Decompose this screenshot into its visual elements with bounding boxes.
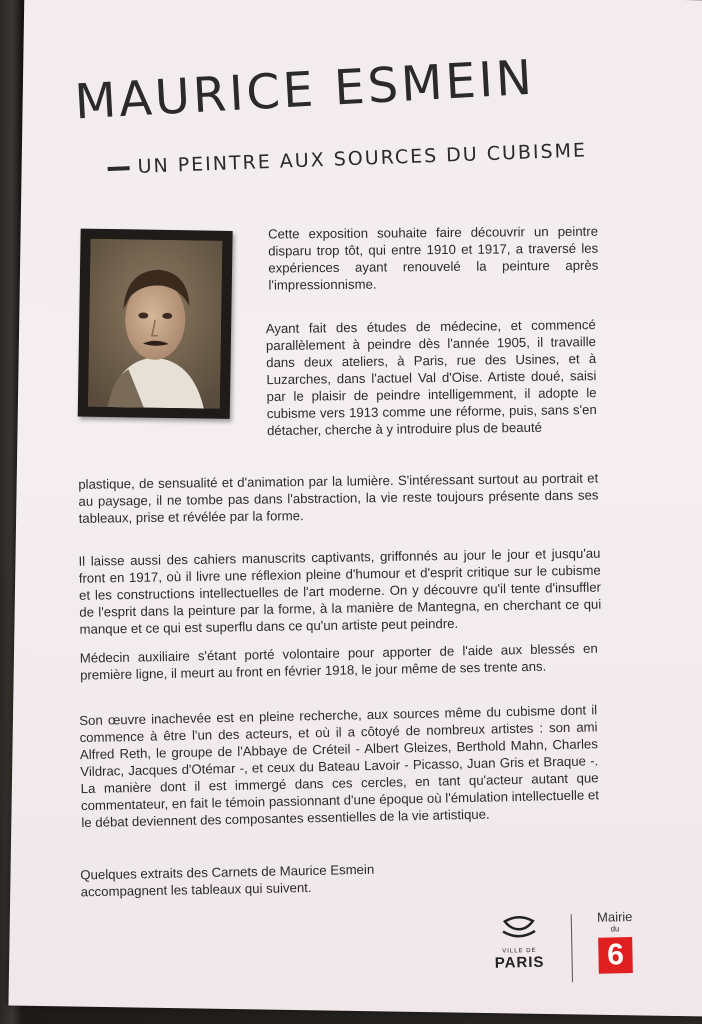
paragraph-legacy: Son œuvre inachevée est en pleine recherche, aux sources même du cubisme dont il commence à être l'un des acteurs, et où il a côtoyé de nombreux artistes : son ami Alfred Reth, le groupe de l'Abbaye de Créteil - Albert Gleizes, Berthold Mahn, Charles Vildrac, Jacques d'Otémar -, et ceux du Bateau Lavoir - Picasso, Juan Gris et Braque -. La manière dont il est immergé dans ces cercles, en tant qu'acteur autant que commentateur, en fait le témoin passionnant d'une époque où l'émulation intellectuelle et le débat deviennent des composantes essentielles de la vie artistique. [79,702,600,831]
sponsor-logos [487,909,649,992]
mairie-label: Mairie [596,909,633,925]
ville-de-label: VILLE DE [502,947,537,955]
portrait-painting [88,239,223,409]
paragraph-intro: Cette exposition souhaite faire découvrir un peintre disparu trop tôt, qui entre 1910 et 1917, a traversé les expériences ayant renouvelé la peinture après l'impressionnisme. [267,223,599,293]
subtitle-dash [108,166,130,171]
paris-ship-icon [499,911,540,942]
exhibition-panel [8,0,702,1017]
mairie-6-logo [587,909,644,974]
paris-label: PARIS [494,953,545,972]
paragraph-death: Médecin auxiliaire s'étant porté volontaire pour apporter de l'aide aux blessés en première ligne, il meurt au front en février 1918, le jour même de ses trente ans. [79,640,598,683]
subtitle-text: UN PEINTRE AUX SOURCES DU CUBISME [137,139,588,178]
panel-subtitle [107,138,627,179]
framed-self-portrait [78,229,233,419]
logo-divider [571,914,573,982]
arrondissement-number: 6 [598,937,633,974]
du-label: du [610,924,620,934]
paragraph-biography: Ayant fait des études de médecine, et commencé parallèlement à peindre dès l'année 1905, il travaille dans deux ateliers, à Paris, rue des Usines, et à Luzarches, dans l'actuel Val d'Oise. Artiste doué, saisi par le plaisir de peindre intelligemment, il adopte le cubisme vers 1913 comme une réforme, puis, sans s'en détacher, cherche à y introduire plus de beauté [265,317,597,439]
ville-de-paris-logo [487,911,552,972]
panel-title: MAURICE ESMEIN [73,49,537,131]
paragraph-excerpts-note: Quelques extraits des Carnets de Maurice Esmein accompagnent les tableaux qui suivent. [80,861,375,900]
paragraph-biography-continued: plastique, de sensualité et d'animation par la lumière. S'intéressant surtout au portrait et au paysage, il ne tombe pas dans l'abstraction, la vie reste toujours présente dans ses tableaux, prise et révélée par la forme. [78,470,599,526]
paragraph-notebooks: Il laisse aussi des cahiers manuscrits captivants, griffonnés au jour le jour et jusqu'au front en 1917, où il livre une réflexion pleine d'humour et d'esprit critique sur le cubisme et les constructions intellectuelles de l'art moderne. On y découvre qu'il tente d'insuffler de l'esprit dans la peinture par la forme, à la manière de Mantegna, en cherchant ce qui manque et ce qui est superflu dans ce qu'un artiste peut peindre. [78,545,602,637]
